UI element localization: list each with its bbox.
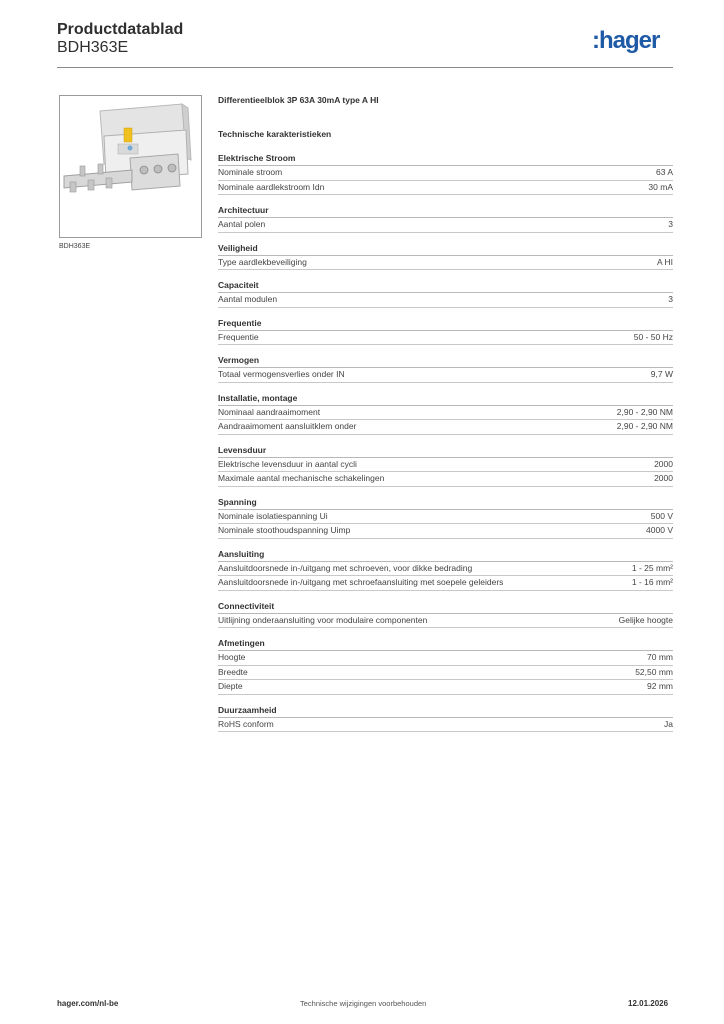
spec-label: Totaal vermogensverlies onder IN (218, 369, 345, 379)
spec-section (218, 354, 673, 383)
footer-website: hager.com/nl-be (57, 999, 119, 1008)
spec-value: 9,7 W (650, 369, 673, 379)
spec-value: 1 - 16 mm² (631, 577, 673, 587)
spec-value: 50 - 50 Hz (633, 331, 673, 342)
spec-label: Diepte (218, 681, 243, 691)
spec-row (218, 472, 673, 487)
page-title: Productdatablad (57, 21, 184, 38)
section-title: Duurzaamheid (218, 704, 673, 718)
spec-value: 52,50 mm (635, 666, 673, 677)
spec-label: Aandraaimoment aansluitklem onder (218, 421, 357, 431)
spec-section (218, 204, 673, 233)
section-title: Capaciteit (218, 279, 673, 293)
spec-value: 3 (668, 219, 673, 229)
product-name: Differentieelblok 3P 63A 30mA type A HI (218, 95, 379, 105)
spec-row (218, 576, 673, 591)
spec-row (218, 614, 673, 629)
spec-label: Type aardlekbeveiliging (218, 256, 307, 267)
spec-label: Uitlijning onderaansluiting voor modulaire componenten (218, 614, 428, 625)
spec-value: 2,90 - 2,90 NM (616, 406, 673, 417)
spec-label: Nominale stroom (218, 167, 283, 177)
spec-row (218, 562, 673, 577)
spec-sections (218, 152, 673, 732)
section-title: Spanning (218, 496, 673, 510)
spec-label: Nominale aardlekstroom Idn (218, 181, 325, 192)
footer-disclaimer: Technische wijzigingen voorbehouden (300, 999, 427, 1008)
spec-row (218, 218, 673, 233)
image-caption: BDH363E (59, 243, 91, 250)
spec-label: Maximale aantal mechanische schakelingen (218, 473, 385, 483)
spec-label: Aantal polen (218, 219, 266, 229)
section-title: Levensduur (218, 444, 673, 458)
spec-row (218, 181, 673, 196)
spec-value: 30 mA (648, 181, 673, 192)
spec-section (218, 317, 673, 346)
product-code: BDH363E (57, 39, 129, 56)
spec-value: 2000 (654, 473, 673, 483)
spec-row (218, 680, 673, 695)
spec-section (218, 152, 673, 195)
spec-value: A HI (656, 256, 673, 267)
spec-label: Hoogte (218, 652, 246, 662)
spec-section (218, 392, 673, 435)
spec-row (218, 166, 673, 181)
section-title: Installatie, montage (218, 392, 673, 406)
spec-label: Nominale isolatiespanning Ui (218, 510, 328, 521)
section-title: Frequentie (218, 317, 673, 331)
section-title: Afmetingen (218, 637, 673, 651)
spec-label: Frequentie (218, 331, 259, 342)
section-title: Veiligheid (218, 242, 673, 256)
spec-value: 63 A (655, 167, 673, 177)
spec-row (218, 651, 673, 666)
footer-date: 12.01.2026 (628, 999, 669, 1008)
spec-value: Ja (664, 718, 673, 729)
spec-section (218, 242, 673, 271)
spec-value: 92 mm (647, 681, 673, 691)
spec-section (218, 444, 673, 487)
spec-label: Nominale stoothoudspanning Uimp (218, 525, 351, 535)
spec-label: Elektrische levensduur in aantal cycli (218, 458, 357, 469)
spec-value: Gelijke hoogte (618, 614, 673, 625)
spec-label: Aantal modulen (218, 294, 278, 304)
spec-row (218, 420, 673, 435)
spec-row (218, 368, 673, 383)
spec-value: 1 - 25 mm² (631, 562, 673, 573)
spec-row (218, 524, 673, 539)
product-illustration (60, 96, 201, 237)
spec-section (218, 548, 673, 591)
spec-section (218, 496, 673, 539)
spec-value: 70 mm (647, 652, 673, 662)
spec-section (218, 637, 673, 695)
tech-characteristics-heading: Technische karakteristieken (218, 129, 332, 139)
spec-section (218, 600, 673, 629)
spec-label: Nominaal aandraaimoment (218, 406, 321, 417)
section-title: Aansluiting (218, 548, 673, 562)
spec-row (218, 293, 673, 308)
spec-label: Aansluitdoorsnede in-/uitgang met schroefaansluiting met soepele geleiders (218, 577, 504, 587)
spec-row (218, 666, 673, 681)
spec-row (218, 406, 673, 421)
spec-section (218, 279, 673, 308)
spec-row (218, 510, 673, 525)
product-image (59, 95, 202, 238)
section-title: Architectuur (218, 204, 673, 218)
spec-row (218, 256, 673, 271)
spec-label: Aansluitdoorsnede in-/uitgang met schroeven, voor dikke bedrading (218, 562, 473, 573)
spec-row (218, 331, 673, 346)
spec-value: 500 V (650, 510, 673, 521)
spec-value: 3 (668, 294, 673, 304)
spec-value: 4000 V (646, 525, 673, 535)
hager-logo: :hager (592, 27, 660, 54)
spec-value: 2,90 - 2,90 NM (616, 421, 673, 431)
spec-section (218, 704, 673, 733)
section-title: Elektrische Stroom (218, 152, 673, 166)
logo-text: hager (599, 27, 660, 54)
spec-label: Breedte (218, 666, 248, 677)
section-title: Connectiviteit (218, 600, 673, 614)
section-title: Vermogen (218, 354, 673, 368)
header-divider (57, 67, 673, 68)
spec-value: 2000 (654, 458, 673, 469)
spec-label: RoHS conform (218, 718, 274, 729)
spec-row (218, 718, 673, 733)
spec-row (218, 458, 673, 473)
specification-panel (218, 93, 673, 732)
